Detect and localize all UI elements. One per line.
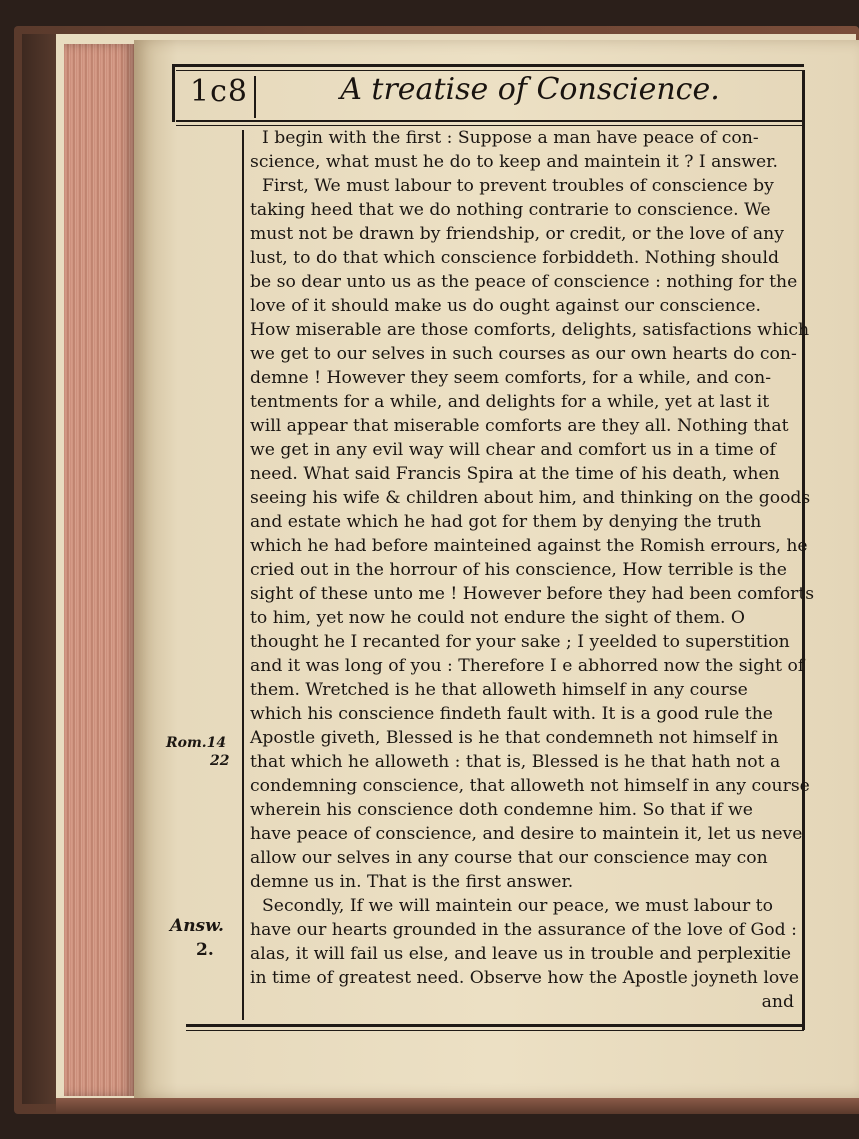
margin-note-answer <box>170 914 224 962</box>
text-line: sight of these unto me ! However before they had been comforts <box>250 584 815 604</box>
header-rule <box>176 120 804 122</box>
text-line: seeing his wife & children about him, and thinking on the goods <box>250 488 811 508</box>
text-line: to him, yet now he could not endure the sight of them. O <box>250 608 746 628</box>
text-line: need. What said Francis Spira at the time of his death, when <box>250 464 780 484</box>
text-line: we get to our selves in such courses as our own hearts do con- <box>250 344 797 364</box>
text-line: taking heed that we do nothing contrarie to conscience. We <box>250 200 771 220</box>
text-line: must not be drawn by friendship, or credit, or the love of any <box>250 224 784 244</box>
text-line: First, We must labour to prevent troubles of conscience by <box>262 176 774 196</box>
page-number: 1c8 <box>190 74 248 109</box>
text-line: lust, to do that which conscience forbiddeth. Nothing should <box>250 248 779 268</box>
text-line: will appear that miserable comforts are they all. Nothing that <box>250 416 789 436</box>
book-bottom-edge <box>56 1098 859 1114</box>
text-line: alas, it will fail us else, and leave us in trouble and perplexitie <box>250 944 791 964</box>
text-line: have peace of conscience, and desire to maintein it, let us neve <box>250 824 803 844</box>
text-line: tentments for a while, and delights for a while, yet at last it <box>250 392 770 412</box>
running-title: A treatise of Conscience. <box>340 72 720 107</box>
bottom-rule <box>186 1024 804 1027</box>
text-line: thought he I recanted for your sake ; I yeelded to superstition <box>250 632 790 652</box>
text-line: we get in any evil way will chear and comfort us in a time of <box>250 440 776 460</box>
frame-top-rule <box>172 64 804 67</box>
text-line: allow our selves in any course that our conscience may con <box>250 848 768 868</box>
text-line: condemning conscience, that alloweth not himself in any course <box>250 776 810 796</box>
text-line: and it was long of you : Therefore I e abhorred now the sight of <box>250 656 805 676</box>
frame-top-rule-inner <box>176 70 804 71</box>
margin-note-rom <box>166 734 229 770</box>
margin-note-answer-label: Answ. <box>170 916 224 936</box>
body-text <box>250 126 815 1014</box>
text-line: I begin with the first : Suppose a man have peace of con- <box>262 128 759 148</box>
text-line: have our hearts grounded in the assurance of the love of God : <box>250 920 797 940</box>
header-divider <box>254 76 256 118</box>
bottom-rule-inner <box>186 1030 804 1031</box>
text-line: cried out in the horrour of his conscience, How terrible is the <box>250 560 787 580</box>
text-line: which he had before mainteined against the Romish errours, he <box>250 536 808 556</box>
text-line: How miserable are those comforts, delights, satisfactions which <box>250 320 810 340</box>
text-line: love of it should make us do ought against our conscience. <box>250 296 761 316</box>
text-line: in time of greatest need. Observe how the Apostle joyneth love <box>250 968 800 988</box>
margin-note-answer-number: 2. <box>196 940 214 960</box>
margin-note-rom-verse: 22 <box>210 753 230 769</box>
text-line: demne us in. That is the first answer. <box>250 872 574 892</box>
catchword: and <box>761 992 794 1012</box>
frame-left-rule <box>172 64 175 122</box>
margin-note-rom-ref: Rom.14 <box>166 735 227 751</box>
text-line: which his conscience findeth fault with. It is a good rule the <box>250 704 773 724</box>
text-line: and estate which he had got for them by denying the truth <box>250 512 762 532</box>
text-line: wherein his conscience doth condemne him. So that if we <box>250 800 753 820</box>
text-line: that which he alloweth : that is, Blessed is he that hath not a <box>250 752 781 772</box>
text-line: Apostle giveth, Blessed is he that condemneth not himself in <box>250 728 779 748</box>
text-line: demne ! However they seem comforts, for a while, and con- <box>250 368 772 388</box>
margin-rule <box>242 130 244 1020</box>
text-line: Secondly, If we will maintein our peace, we must labour to <box>262 896 773 916</box>
page-fore-edge <box>64 44 134 1096</box>
text-line: them. Wretched is he that alloweth himself in any course <box>250 680 748 700</box>
text-line: science, what must he do to keep and maintein it ? I answer. <box>250 152 778 172</box>
text-line: be so dear unto us as the peace of conscience : nothing for the <box>250 272 798 292</box>
